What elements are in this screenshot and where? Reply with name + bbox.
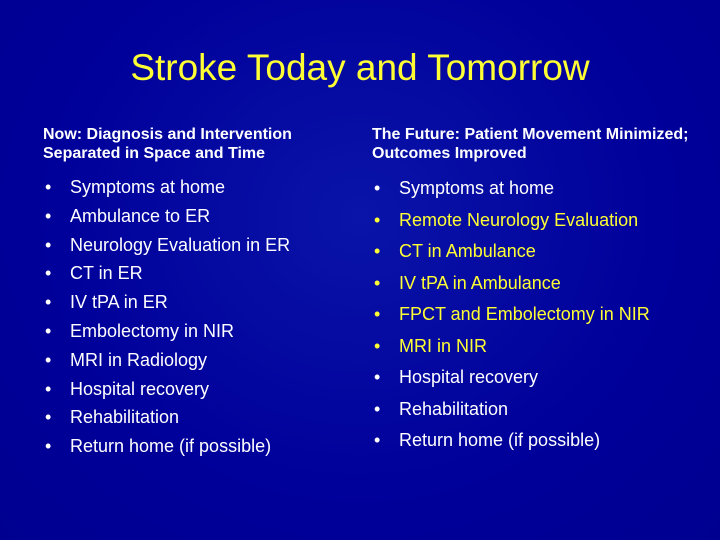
left-bullet-text: Hospital recovery xyxy=(70,378,210,399)
bullet-icon: • xyxy=(374,272,381,293)
bullet-icon: • xyxy=(45,234,52,255)
right-column-heading: The Future: Patient Movement Minimized; Outcomes Improved xyxy=(372,126,689,162)
left-column xyxy=(43,125,353,461)
right-bullet-item xyxy=(372,173,702,205)
right-bullet-item xyxy=(372,425,702,457)
bullet-icon: • xyxy=(45,263,52,284)
left-bullet-text: Neurology Evaluation in ER xyxy=(70,234,291,255)
bullet-icon: • xyxy=(45,320,52,341)
left-bullet-item xyxy=(43,346,353,375)
right-bullet-item xyxy=(372,362,702,394)
left-bullet-text: Ambulance to ER xyxy=(70,205,211,226)
bullet-icon: • xyxy=(45,177,52,197)
bullet-icon: • xyxy=(45,378,52,399)
left-bullet-item xyxy=(43,231,353,260)
bullet-icon: • xyxy=(374,241,381,261)
left-bullet-text: Symptoms at home xyxy=(70,177,226,197)
bullet-icon: • xyxy=(374,430,381,450)
right-bullet-text: CT in Ambulance xyxy=(399,241,536,261)
left-bullet-item xyxy=(43,202,353,231)
right-bullet-item xyxy=(372,236,702,268)
left-bullet-text: Rehabilitation xyxy=(70,407,180,428)
right-bullet-text: IV tPA in Ambulance xyxy=(399,272,561,293)
left-bullet-item xyxy=(43,288,353,317)
left-bullet-item xyxy=(43,403,353,432)
right-bullet-text: Remote Neurology Evaluation xyxy=(399,209,639,230)
right-bullet-text: Hospital recovery xyxy=(399,367,539,387)
left-bullet-text: CT in ER xyxy=(70,263,143,284)
left-column-heading: Now: Diagnosis and Intervention Separated in Space and Time xyxy=(43,126,292,162)
right-bullet-item xyxy=(372,205,702,237)
right-bullet-text: Symptoms at home xyxy=(399,178,555,198)
right-bullet-item xyxy=(372,331,702,363)
left-bullet-item xyxy=(43,259,353,288)
left-bullet-item xyxy=(43,173,353,202)
right-bullet-text: FPCT and Embolectomy in NIR xyxy=(399,304,650,324)
bullet-icon: • xyxy=(374,209,381,230)
bullet-icon: • xyxy=(45,407,52,428)
bullet-icon: • xyxy=(45,436,52,457)
bullet-icon: • xyxy=(45,205,52,226)
bullet-icon: • xyxy=(45,292,52,313)
left-bullet-item xyxy=(43,375,353,404)
right-bullet-text: Rehabilitation xyxy=(399,398,509,419)
left-bullet-item xyxy=(43,317,353,346)
right-bullet-item xyxy=(372,394,702,426)
bullet-icon: • xyxy=(374,335,381,356)
left-bullet-text: Embolectomy in NIR xyxy=(70,320,235,341)
right-bullet-text: MRI in NIR xyxy=(399,335,488,356)
bullet-icon: • xyxy=(374,398,381,419)
left-bullet-text: MRI in Radiology xyxy=(70,349,208,370)
bullet-icon: • xyxy=(374,367,381,387)
right-bullet-item xyxy=(372,268,702,300)
right-bullet-list xyxy=(372,173,702,457)
left-bullet-list xyxy=(43,173,353,461)
left-bullet-item xyxy=(43,432,353,461)
left-bullet-text: IV tPA in ER xyxy=(70,292,168,313)
bullet-icon: • xyxy=(374,178,381,198)
bullet-icon: • xyxy=(374,304,381,324)
right-bullet-text: Return home (if possible) xyxy=(399,430,601,450)
right-column xyxy=(372,125,702,457)
left-bullet-text: Return home (if possible) xyxy=(70,436,272,457)
slide-title: Stroke Today and Tomorrow xyxy=(130,47,590,88)
bullet-icon: • xyxy=(45,349,52,370)
right-bullet-item xyxy=(372,299,702,331)
